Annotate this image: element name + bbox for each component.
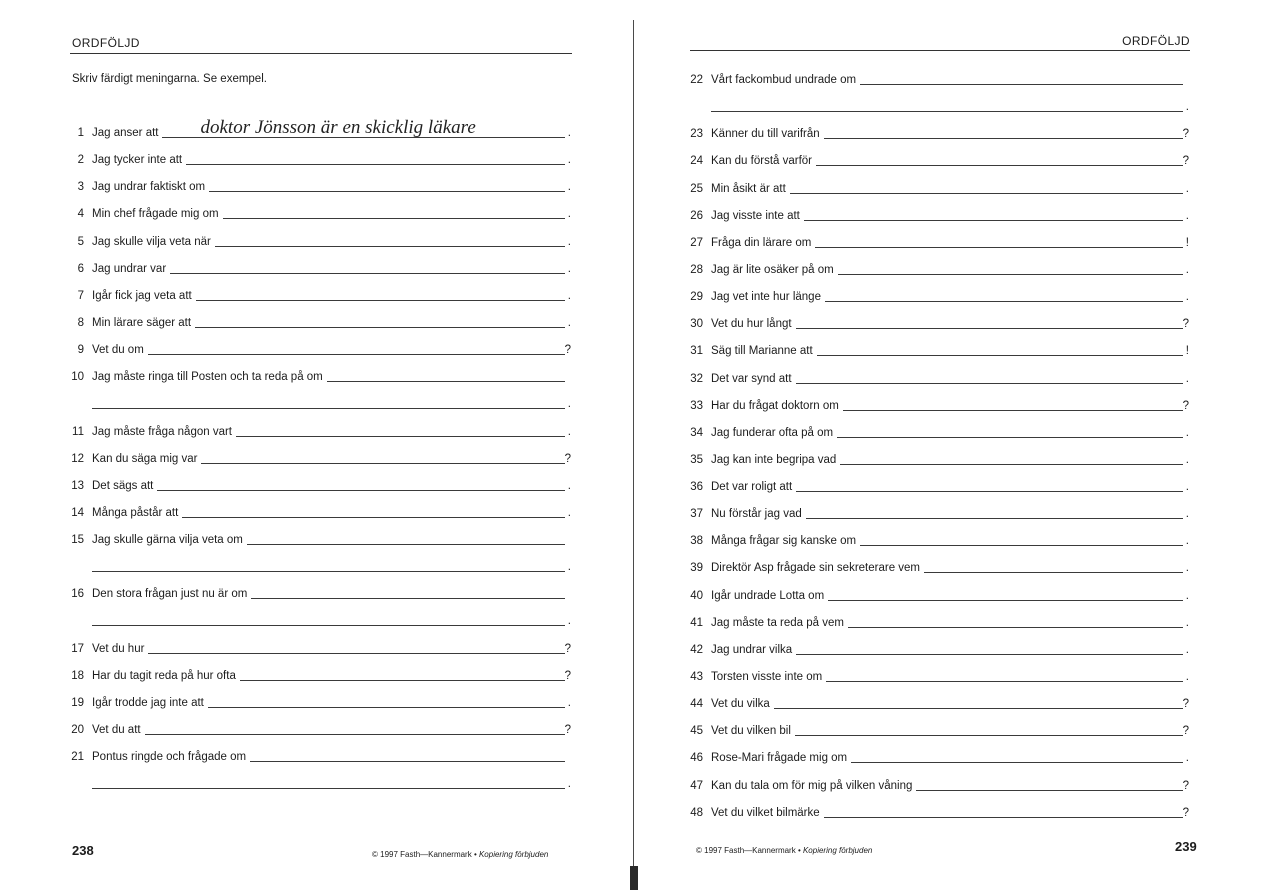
answer-line xyxy=(851,762,1183,763)
item-number: 37 xyxy=(690,508,703,521)
item-prompt: Har du tagit reda på hur ofta xyxy=(92,669,236,682)
exercise-item-13 xyxy=(64,472,572,499)
answer-line xyxy=(196,300,565,301)
item-prompt: Vet du om xyxy=(92,344,144,357)
end-punctuation: ? xyxy=(564,724,571,737)
item-number: 44 xyxy=(690,698,703,711)
answer-line xyxy=(209,191,565,192)
end-punctuation: . xyxy=(1185,453,1189,466)
exercise-item-45 xyxy=(683,718,1190,745)
item-number: 18 xyxy=(71,669,84,682)
end-punctuation: . xyxy=(567,561,571,574)
item-number: 28 xyxy=(690,263,703,276)
exercise-item-10 xyxy=(64,364,572,391)
end-punctuation: ! xyxy=(1185,236,1189,249)
end-punctuation: ? xyxy=(1182,318,1189,331)
answer-line xyxy=(251,598,565,599)
answer-line xyxy=(796,654,1183,655)
item-prompt: Vårt fackombud undrade om xyxy=(711,73,857,86)
end-punctuation: . xyxy=(567,262,571,275)
exercise-item-19 xyxy=(64,689,572,716)
item-prompt: Jag måste ta reda på vem xyxy=(711,616,844,629)
end-punctuation: . xyxy=(1185,535,1189,548)
answer-line xyxy=(208,707,565,708)
item-prompt: Säg till Marianne att xyxy=(711,345,813,358)
exercise-item-41 xyxy=(683,609,1190,636)
exercise-item-34 xyxy=(683,419,1190,446)
exercise-item-39 xyxy=(683,555,1190,582)
end-punctuation: . xyxy=(1185,372,1189,385)
exercise-item-37 xyxy=(683,501,1190,528)
answer-line xyxy=(817,355,1183,356)
item-number: 13 xyxy=(71,479,84,492)
exercise-item-1 xyxy=(64,116,572,146)
answer-line xyxy=(145,734,565,735)
answer-line xyxy=(815,247,1183,248)
answer-line xyxy=(240,680,565,681)
end-punctuation: . xyxy=(1185,643,1189,656)
page-number-right: 239 xyxy=(1175,839,1197,854)
end-punctuation: . xyxy=(1185,426,1189,439)
exercise-item-5 xyxy=(64,228,572,255)
item-prompt: Det sägs att xyxy=(92,479,154,492)
end-punctuation: . xyxy=(1185,101,1189,114)
item-prompt: Jag anser att xyxy=(92,126,159,139)
answer-line xyxy=(223,218,565,219)
item-number: 1 xyxy=(77,126,84,139)
end-punctuation: ? xyxy=(564,344,571,357)
answer-line xyxy=(837,437,1183,438)
item-prompt: Jag undrar var xyxy=(92,262,167,275)
answer-line xyxy=(201,463,565,464)
exercise-item-12 xyxy=(64,445,572,472)
answer-line xyxy=(186,164,565,165)
item-number: 6 xyxy=(77,262,84,275)
item-number: 20 xyxy=(71,724,84,737)
end-punctuation: . xyxy=(567,154,571,167)
item-prompt: Igår trodde jag inte att xyxy=(92,696,204,709)
item-number: 22 xyxy=(690,73,703,86)
answer-line xyxy=(848,627,1183,628)
exercise-item-27 xyxy=(683,229,1190,256)
end-punctuation: . xyxy=(567,235,571,248)
exercise-item-47 xyxy=(683,772,1190,799)
answer-line xyxy=(924,572,1183,573)
book-gutter-shadow xyxy=(630,866,638,890)
copyright-notice: Kopiering förbjuden xyxy=(802,846,873,855)
header-rule-left xyxy=(70,53,572,54)
exercise-item-16 xyxy=(64,581,572,608)
item-number: 15 xyxy=(71,534,84,547)
item-prompt: Den stora frågan just nu är om xyxy=(92,588,248,601)
end-punctuation: . xyxy=(567,506,571,519)
item-number: 40 xyxy=(690,589,703,602)
item-prompt: Många påstår att xyxy=(92,506,179,519)
item-number: 11 xyxy=(72,425,84,438)
exercise-item-20 xyxy=(64,716,572,743)
answer-line xyxy=(236,436,565,437)
item-prompt: Jag skulle vilja veta när xyxy=(92,235,211,248)
end-punctuation: . xyxy=(1185,752,1189,765)
copyright-text: © 1997 Fasth—Kannermark • xyxy=(696,846,803,855)
item-prompt: Pontus ringde och frågade om xyxy=(92,751,247,764)
item-number: 34 xyxy=(690,426,703,439)
answer-line xyxy=(92,625,565,626)
exercise-item-35 xyxy=(683,446,1190,473)
answer-line xyxy=(796,491,1183,492)
exercise-item-32 xyxy=(683,365,1190,392)
end-punctuation: . xyxy=(1185,671,1189,684)
copyright-notice: Kopiering förbjuden xyxy=(478,850,549,859)
item-prompt: Vet du att xyxy=(92,724,141,737)
answer-line xyxy=(170,273,565,274)
exercise-item-22 xyxy=(683,66,1190,93)
item-prompt: Igår undrade Lotta om xyxy=(711,589,825,602)
exercise-item-30 xyxy=(683,311,1190,338)
exercise-item-18 xyxy=(64,662,572,689)
answer-line xyxy=(162,116,565,138)
answer-line xyxy=(215,246,565,247)
exercise-item-33 xyxy=(683,392,1190,419)
item-prompt: Fråga din lärare om xyxy=(711,236,812,249)
answer-line xyxy=(824,817,1183,818)
end-punctuation: ? xyxy=(564,669,571,682)
answer-line xyxy=(247,544,565,545)
answer-line xyxy=(796,328,1183,329)
answer-line xyxy=(92,408,565,409)
end-punctuation: ? xyxy=(1182,155,1189,168)
answer-line xyxy=(195,327,565,328)
item-number: 12 xyxy=(71,452,84,465)
exercise-item-6 xyxy=(64,255,572,282)
item-number: 39 xyxy=(690,562,703,575)
header-rule-right xyxy=(690,50,1190,51)
item-prompt: Jag kan inte begripa vad xyxy=(711,453,837,466)
item-number: 23 xyxy=(690,128,703,141)
exercise-item-36 xyxy=(683,474,1190,501)
item-number: 10 xyxy=(71,371,84,384)
answer-line xyxy=(250,761,565,762)
end-punctuation: . xyxy=(567,425,571,438)
exercise-item-4 xyxy=(64,201,572,228)
item-number: 5 xyxy=(77,235,84,248)
item-number: 41 xyxy=(690,616,703,629)
answer-line xyxy=(840,464,1183,465)
item-prompt: Jag måste ringa till Posten och ta reda på om xyxy=(92,371,323,384)
item-number: 14 xyxy=(71,506,84,519)
item-prompt: Har du frågat doktorn om xyxy=(711,399,839,412)
end-punctuation: . xyxy=(567,181,571,194)
item-prompt: Vet du vilka xyxy=(711,698,770,711)
end-punctuation: ? xyxy=(1182,725,1189,738)
answer-line xyxy=(860,84,1183,85)
item-number: 46 xyxy=(690,752,703,765)
end-punctuation: ? xyxy=(1182,698,1189,711)
handwritten-answer: doktor Jönsson är en skicklig läkare xyxy=(200,116,476,138)
item-prompt: Jag är lite osäker på om xyxy=(711,263,834,276)
answer-line xyxy=(711,111,1183,112)
exercise-item-26 xyxy=(683,202,1190,229)
item-prompt: Vet du vilket bilmärke xyxy=(711,806,820,819)
end-punctuation: . xyxy=(567,479,571,492)
end-punctuation: ? xyxy=(1182,806,1189,819)
answer-line xyxy=(790,193,1183,194)
end-punctuation: ? xyxy=(564,452,571,465)
exercise-item-44 xyxy=(683,691,1190,718)
exercise-item-3 xyxy=(64,174,572,201)
end-punctuation: . xyxy=(567,398,571,411)
item-prompt: Vet du hur xyxy=(92,642,145,655)
end-punctuation: . xyxy=(567,696,571,709)
item-prompt: Min lärare säger att xyxy=(92,316,192,329)
answer-line xyxy=(774,708,1183,709)
item-number: 25 xyxy=(690,182,703,195)
end-punctuation: . xyxy=(567,289,571,302)
answer-line xyxy=(182,517,565,518)
end-punctuation: . xyxy=(1185,291,1189,304)
exercise-item-21 xyxy=(64,744,572,771)
item-number: 33 xyxy=(690,399,703,412)
exercise-item-46 xyxy=(683,745,1190,772)
item-number: 17 xyxy=(71,642,84,655)
item-prompt: Jag tycker inte att xyxy=(92,154,183,167)
end-punctuation: . xyxy=(1185,263,1189,276)
exercise-list-right xyxy=(683,66,1190,826)
exercise-item-29 xyxy=(683,284,1190,311)
item-prompt: Min chef frågade mig om xyxy=(92,208,219,221)
item-prompt: Vet du hur långt xyxy=(711,318,792,331)
end-punctuation: . xyxy=(1185,616,1189,629)
exercise-item-15 xyxy=(64,527,572,554)
end-punctuation: ? xyxy=(1182,128,1189,141)
end-punctuation: . xyxy=(567,208,571,221)
exercise-item-8 xyxy=(64,309,572,336)
item-number: 35 xyxy=(690,453,703,466)
answer-line xyxy=(796,383,1183,384)
item-prompt: Direktör Asp frågade sin sekreterare vem xyxy=(711,562,921,575)
end-punctuation: . xyxy=(567,615,571,628)
answer-line xyxy=(148,354,565,355)
item-number: 31 xyxy=(690,345,703,358)
item-prompt: Jag måste fråga någon vart xyxy=(92,425,232,438)
item-number: 43 xyxy=(690,671,703,684)
end-punctuation: . xyxy=(567,316,571,329)
exercise-item-24 xyxy=(683,148,1190,175)
exercise-instruction: Skriv färdigt meningarna. Se exempel. xyxy=(72,73,267,85)
item-number: 2 xyxy=(77,154,84,167)
answer-line xyxy=(843,410,1183,411)
exercise-item-14 xyxy=(64,499,572,526)
exercise-item-16-continuation xyxy=(64,608,572,635)
exercise-item-25 xyxy=(683,175,1190,202)
copyright-text: © 1997 Fasth—Kannermark • xyxy=(372,850,479,859)
end-punctuation: ! xyxy=(1185,345,1189,358)
item-prompt: Nu förstår jag vad xyxy=(711,508,802,521)
answer-line xyxy=(804,220,1183,221)
end-punctuation: . xyxy=(1185,508,1189,521)
page-header-left: ORDFÖLJD xyxy=(72,36,140,50)
exercise-item-17 xyxy=(64,635,572,662)
answer-line xyxy=(806,518,1183,519)
page-header-right: ORDFÖLJD xyxy=(1122,34,1190,48)
item-number: 45 xyxy=(690,725,703,738)
item-number: 19 xyxy=(71,696,84,709)
item-prompt: Jag vet inte hur länge xyxy=(711,291,821,304)
end-punctuation: ? xyxy=(564,642,571,655)
exercise-item-7 xyxy=(64,282,572,309)
item-number: 30 xyxy=(690,318,703,331)
end-punctuation: . xyxy=(1185,481,1189,494)
exercise-item-10-continuation xyxy=(64,391,572,418)
item-number: 26 xyxy=(690,209,703,222)
answer-line xyxy=(92,788,565,789)
item-number: 27 xyxy=(690,236,703,249)
answer-line xyxy=(148,653,565,654)
exercise-item-28 xyxy=(683,256,1190,283)
answer-line xyxy=(795,735,1183,736)
end-punctuation: . xyxy=(567,778,571,791)
answer-line xyxy=(816,165,1183,166)
answer-line xyxy=(157,490,565,491)
copyright-footer-right xyxy=(696,846,872,855)
item-number: 9 xyxy=(77,344,84,357)
exercise-item-22-continuation xyxy=(683,94,1190,121)
end-punctuation: ? xyxy=(1182,779,1189,792)
item-number: 47 xyxy=(690,779,703,792)
answer-line xyxy=(916,790,1183,791)
item-prompt: Min åsikt är att xyxy=(711,182,786,195)
item-number: 4 xyxy=(77,208,84,221)
exercise-item-11 xyxy=(64,418,572,445)
exercise-item-48 xyxy=(683,799,1190,826)
item-prompt: Känner du till varifrån xyxy=(711,128,820,141)
exercise-item-38 xyxy=(683,528,1190,555)
item-prompt: Torsten visste inte om xyxy=(711,671,823,684)
item-prompt: Jag visste inte att xyxy=(711,209,800,222)
item-prompt: Rose-Mari frågade mig om xyxy=(711,752,848,765)
exercise-item-42 xyxy=(683,636,1190,663)
item-number: 16 xyxy=(71,588,84,601)
item-number: 32 xyxy=(690,372,703,385)
item-prompt: Kan du tala om för mig på vilken våning xyxy=(711,779,913,792)
item-number: 7 xyxy=(77,289,84,302)
item-number: 29 xyxy=(690,291,703,304)
item-prompt: Det var roligt att xyxy=(711,481,793,494)
item-prompt: Jag skulle gärna vilja veta om xyxy=(92,534,243,547)
item-prompt: Jag undrar vilka xyxy=(711,643,793,656)
item-prompt: Kan du säga mig var xyxy=(92,452,198,465)
exercise-item-43 xyxy=(683,663,1190,690)
item-number: 24 xyxy=(690,155,703,168)
exercise-list-left xyxy=(64,116,572,798)
item-prompt: Jag funderar ofta på om xyxy=(711,426,834,439)
answer-line xyxy=(838,274,1183,275)
item-prompt: Kan du förstå varför xyxy=(711,155,812,168)
exercise-item-31 xyxy=(683,338,1190,365)
answer-line xyxy=(824,138,1183,139)
exercise-item-40 xyxy=(683,582,1190,609)
item-prompt: Vet du vilken bil xyxy=(711,725,791,738)
item-number: 48 xyxy=(690,806,703,819)
end-punctuation: . xyxy=(1185,209,1189,222)
exercise-item-9 xyxy=(64,337,572,364)
end-punctuation: ? xyxy=(1182,399,1189,412)
end-punctuation: . xyxy=(567,126,571,139)
exercise-item-2 xyxy=(64,147,572,174)
item-prompt: Många frågar sig kanske om xyxy=(711,535,857,548)
exercise-item-15-continuation xyxy=(64,554,572,581)
item-number: 21 xyxy=(71,751,84,764)
item-prompt: Det var synd att xyxy=(711,372,792,385)
item-prompt: Igår fick jag veta att xyxy=(92,289,192,302)
answer-line xyxy=(327,381,565,382)
end-punctuation: . xyxy=(1185,589,1189,602)
answer-line xyxy=(860,545,1183,546)
page-number-left: 238 xyxy=(72,843,94,858)
exercise-item-21-continuation xyxy=(64,771,572,798)
item-number: 38 xyxy=(690,535,703,548)
item-number: 8 xyxy=(77,316,84,329)
item-number: 36 xyxy=(690,481,703,494)
book-gutter xyxy=(633,20,634,882)
copyright-footer-left xyxy=(372,850,548,859)
answer-line xyxy=(826,681,1183,682)
answer-line xyxy=(828,600,1183,601)
item-prompt: Jag undrar faktiskt om xyxy=(92,181,206,194)
end-punctuation: . xyxy=(1185,562,1189,575)
exercise-item-23 xyxy=(683,121,1190,148)
answer-line xyxy=(825,301,1183,302)
item-number: 42 xyxy=(690,643,703,656)
answer-line xyxy=(92,571,565,572)
item-number: 3 xyxy=(77,181,84,194)
end-punctuation: . xyxy=(1185,182,1189,195)
